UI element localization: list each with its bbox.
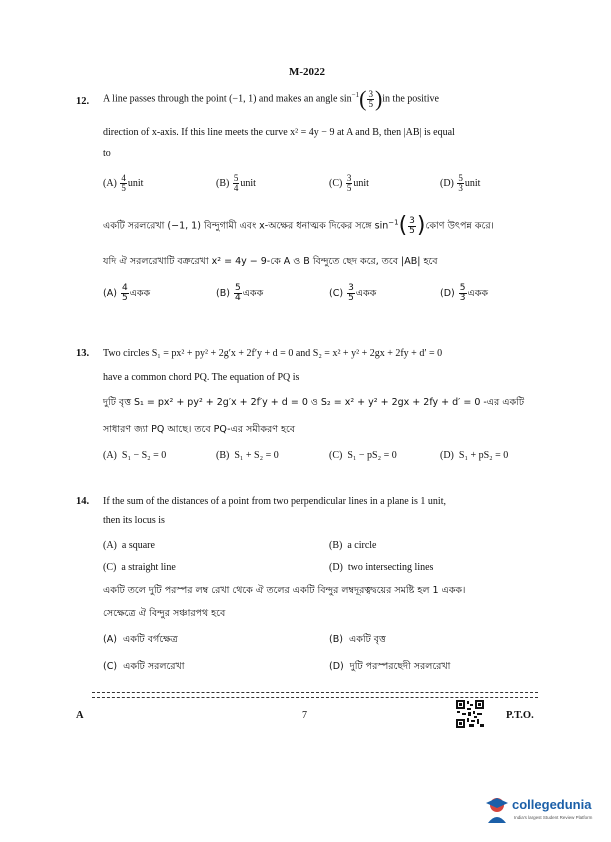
q14-bn-option-b: (B) একটি বৃত্ত xyxy=(329,634,386,645)
page-number: 7 xyxy=(302,710,307,721)
q14-option-b: (B) a circle xyxy=(329,540,377,551)
fraction: $\frac{3}{5}$ xyxy=(368,88,373,109)
question-number-12: 12. xyxy=(76,96,90,107)
q13-option-d: (D) S₁ + pS₂ = 0 xyxy=(440,450,509,461)
q12-bn-option-c: (C) $\frac{3}{5}$ একক xyxy=(329,283,377,303)
q12-option-c: (C) $\frac{3}{5}$ unit xyxy=(329,173,369,193)
q13-option-b: (B) S₁ + S₂ = 0 xyxy=(216,450,279,461)
pto-label: P.T.O. xyxy=(506,710,534,721)
q13-bn-line2: সাধারণ জ্যা PQ আছে। তবে PQ-এর সমীকরণ হবে xyxy=(103,424,296,435)
q13-en-line1: Two circles S₁ = px² + py² + 2g′x + 2f′y + d = 0 and S₂ = x² + y² + 2gx + 2fy + d′ = 0 xyxy=(103,348,443,359)
footer-divider xyxy=(92,697,538,698)
q12-option-b: (B) $\frac{5}{4}$ unit xyxy=(216,173,256,193)
footer-divider xyxy=(92,692,538,693)
q14-option-c: (C) a straight line xyxy=(103,562,176,573)
q13-en-line2: have a common chord PQ. The equation of PQ is xyxy=(103,372,300,383)
qr-code-icon xyxy=(455,699,485,729)
q14-bn-line1: একটি তলে দুটি পরস্পর লম্ব রেখা থেকে ঐ তলের একটি বিন্দুর লম্বদূরত্বদ্বয়ের সমষ্টি হল 1 একক। xyxy=(103,585,466,596)
q12-bn-line1: একটি সরলরেখা (−1, 1) বিন্দুগামী এবং x-অক্ষের ধনাত্মক দিকের সঙ্গে $\sin^{-1}$( $\frac{3}{5}$ )কোণ উৎপন্ন করে। xyxy=(103,213,494,238)
brand-tagline: India's largest Student Review Platform xyxy=(514,815,593,820)
q12-en-line2: direction of x-axis. If this line meets the curve x² = 4y − 9 at A and B, then |AB| is equal xyxy=(103,127,455,138)
q14-en-line2: then its locus is xyxy=(103,515,165,526)
q14-option-a: (A) a square xyxy=(103,540,155,551)
q13-bn-line1: দুটি বৃত্ত S₁ = px² + py² + 2g′x + 2f′y + d = 0 ও S₂ = x² + y² + 2gx + 2fy + d′ = 0 -এর একটি xyxy=(103,397,525,408)
q14-bn-option-d: (D) দুটি পরস্পরছেদী সরলরেখা xyxy=(329,661,451,672)
q12-bn-line2: যদি ঐ সরলরেখাটি বক্ররেখা x² = 4y − 9-কে A ও B বিন্দুতে ছেদ করে, তবে |AB| হবে xyxy=(103,256,438,267)
q12-option-a: (A) $\frac{4}{5}$ unit xyxy=(103,173,144,193)
q13-option-c: (C) S₁ − pS₂ = 0 xyxy=(329,450,397,461)
q14-bn-option-c: (C) একটি সরলরেখা xyxy=(103,661,185,672)
q14-bn-line2: সেক্ষেত্রে ঐ বিন্দুর সঞ্চারপথ হবে xyxy=(103,608,226,619)
question-number-13: 13. xyxy=(76,348,90,359)
q14-en-line1: If the sum of the distances of a point from two perpendicular lines in a plane is 1 unit, xyxy=(103,496,446,507)
q12-option-d: (D) $\frac{5}{3}$ unit xyxy=(440,173,481,193)
q12-en-line3: to xyxy=(103,148,111,159)
graduate-icon xyxy=(484,795,510,825)
q13-option-a: (A) S₁ − S₂ = 0 xyxy=(103,450,167,461)
collegedunia-logo xyxy=(484,791,599,831)
q12-bn-option-b: (B) $\frac{5}{4}$ একক xyxy=(216,283,264,303)
paper-code: M-2022 xyxy=(289,66,326,78)
question-number-14: 14. xyxy=(76,496,90,507)
q12-en-line1: A line passes through the point (−1, 1) and makes an angle $\sin^{-1}$( $\frac{3}{5}$ )in the positive xyxy=(103,86,439,112)
q12-bn-option-d: (D) $\frac{5}{3}$ একক xyxy=(440,283,489,303)
q14-bn-option-a: (A) একটি বর্গক্ষেত্র xyxy=(103,634,178,645)
set-label: A xyxy=(76,710,84,721)
brand-name: collegedunia xyxy=(512,797,592,812)
q12-bn-option-a: (A) $\frac{4}{5}$ একক xyxy=(103,283,151,303)
q14-option-d: (D) two intersecting lines xyxy=(329,562,434,573)
